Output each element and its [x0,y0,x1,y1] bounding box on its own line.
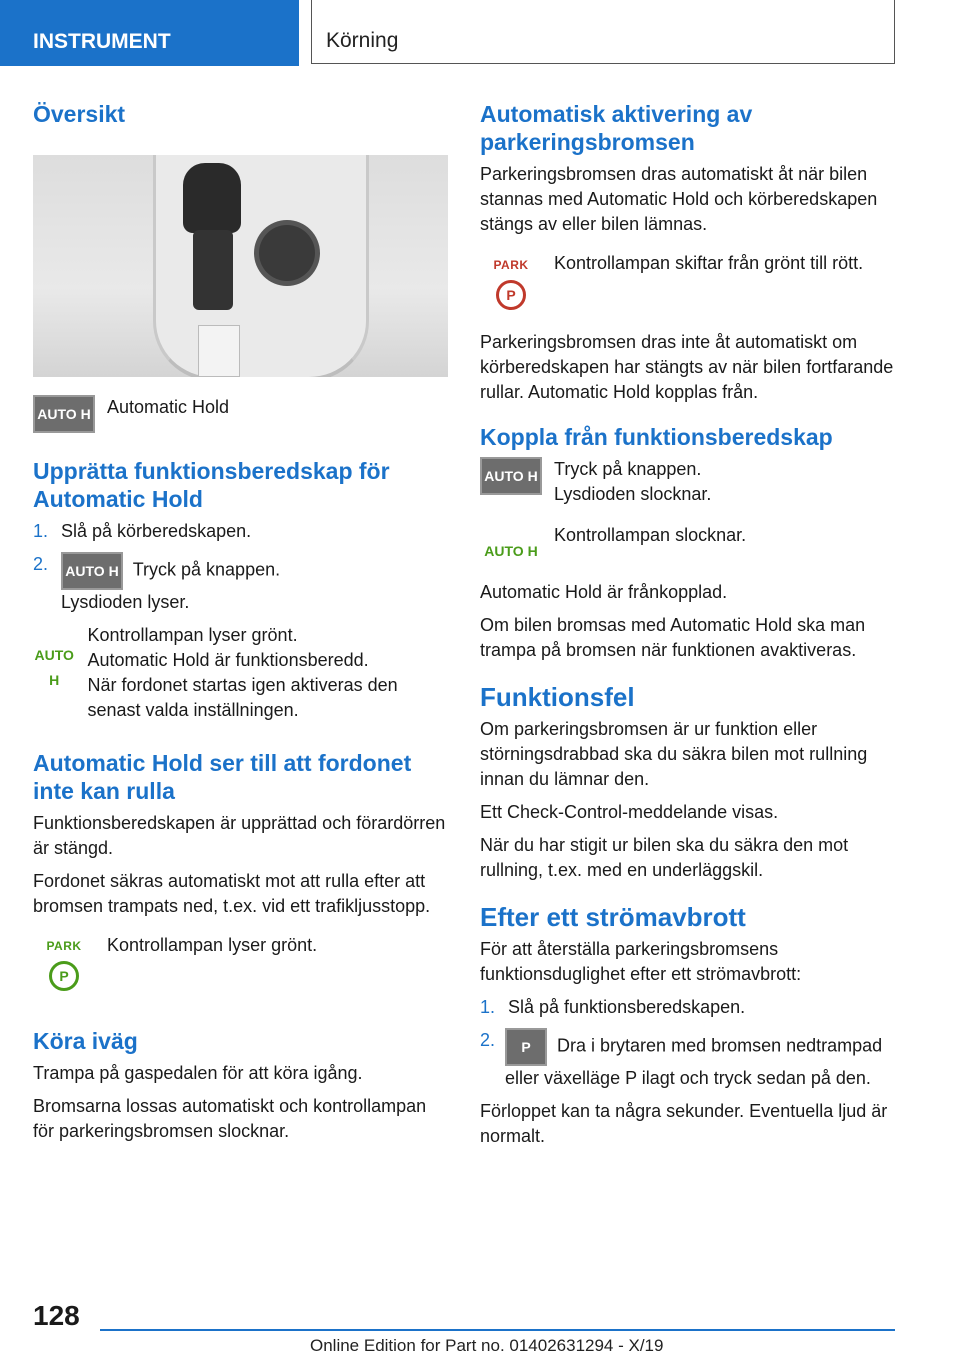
park-red-lamp-icon: PARK P [480,251,542,310]
parking-brake-switch-icon: P [505,1028,547,1066]
console-photo [33,155,448,377]
autohold-legend [33,395,448,433]
list-item: 1. Slå på funktionsberedskapen. [480,997,746,1017]
section-title: INSTRUMENT [33,30,171,53]
auto-h-green-lamp-icon: AUTO H [484,543,538,559]
chapter-tab [311,0,895,64]
button-legend: AUTO H Tryck på knappen. Lysdioden slocknar. [480,457,895,507]
setup-heading: Upprätta funktionsberedskap för Automatic Hold [33,458,390,512]
paragraph: Fordonet säkras automatiskt mot att rulla efter att bromsen trampats ned, t.ex. vid ett trafikljusstopp. [33,871,431,916]
gear-selector [183,163,241,233]
auto-h-button-icon: AUTO H [480,457,542,495]
auto-activation-heading: Automatisk aktivering av parkeringsbromsen [480,101,753,155]
drive-heading: Köra iväg [33,1028,138,1054]
paragraph: Trampa på gaspedalen för att köra igång. [33,1063,363,1083]
paragraph: Förloppet kan ta några sekunder. Eventuella ljud är normalt. [480,1101,888,1146]
paragraph: Automatic Hold är frånkopplad. [480,582,728,602]
hold-heading: Automatic Hold ser till att fordonet inte kan rulla [33,750,412,804]
green-lamp-legend: AUTO H Kontrollampan lyser grönt. Automatic Hold är funktionsberedd. När fordonet startas igen aktiveras den senast valda inställningen. [34,625,398,720]
autohold-label: Automatic Hold [107,397,230,417]
list-item: 1. Slå på körberedskapen. [33,521,252,541]
section-tab [0,0,299,66]
footer-divider [100,1329,895,1331]
auto-h-button-icon: AUTO H [61,552,123,590]
parking-brake-switch [198,325,240,377]
chapter-title: Körning [326,29,399,52]
right-column [480,100,895,1157]
list-item: 2. AUTO H Tryck på knappen. Lysdioden lyser. [33,554,281,612]
paragraph: Om bilen bromsas med Automatic Hold ska man trampa på bromsen när funktionen avaktiveras. [480,615,866,660]
paragraph: Parkeringsbromsen dras automatiskt åt när bilen stannas med Automatic Hold och körberedskapen stängs av eller bilen lämnas. [480,164,878,234]
malfunction-heading: Funktionsfel [480,682,635,712]
auto-h-button-icon: AUTO H [33,395,95,433]
paragraph: Om parkeringsbromsen är ur funktion eller störningsdrabbad ska du säkra bilen mot rullning innan du lämnar den. [480,719,868,789]
controller-knob [259,225,315,281]
paragraph: Bromsarna lossas automatiskt och kontrollampan för parkeringsbromsen slocknar. [33,1096,427,1141]
restore-steps [480,995,895,1091]
paragraph: Ett Check-Control-meddelande visas. [480,802,779,822]
park-lamp-legend: PARK P Kontrollampan lyser grönt. [33,933,448,991]
power-failure-heading: Efter ett strömavbrott [480,902,746,932]
edition-note: Online Edition for Part no. 01402631294 - X/19 [310,1336,664,1355]
overview-heading: Översikt [33,101,126,127]
setup-steps [33,519,448,615]
paragraph: När du har stigit ur bilen ska du säkra den mot rullning, t.ex. med en underläggskil. [480,835,849,880]
page-number: 128 [33,1300,80,1331]
button-panel [193,230,233,310]
auto-h-green-lamp-icon: AUTO H [34,647,74,688]
park-green-lamp-icon: PARK P [33,933,95,991]
green-lamp-off-legend: AUTO H Kontrollampan slocknar. [480,523,895,564]
red-park-lamp-legend: PARK P Kontrollampan skiftar från grönt till rött. [480,251,895,310]
paragraph: För att återställa parkeringsbromsens funktionsduglighet efter ett strömavbrott: [480,939,802,984]
paragraph: Funktionsberedskapen är upprättad och förardörren är stängd. [33,813,446,858]
paragraph: Parkeringsbromsen dras inte åt automatiskt om körberedskapen har stängts av när bilen fortfarande rullar. Automatic Hold kopplas från. [480,332,894,402]
left-column [33,100,448,1152]
list-item: 2. P Dra i brytaren med bromsen nedtrampad eller växelläge P ilagt och tryck sedan på den. [480,1030,883,1088]
deactivate-heading: Koppla från funktionsberedskap [480,424,833,450]
